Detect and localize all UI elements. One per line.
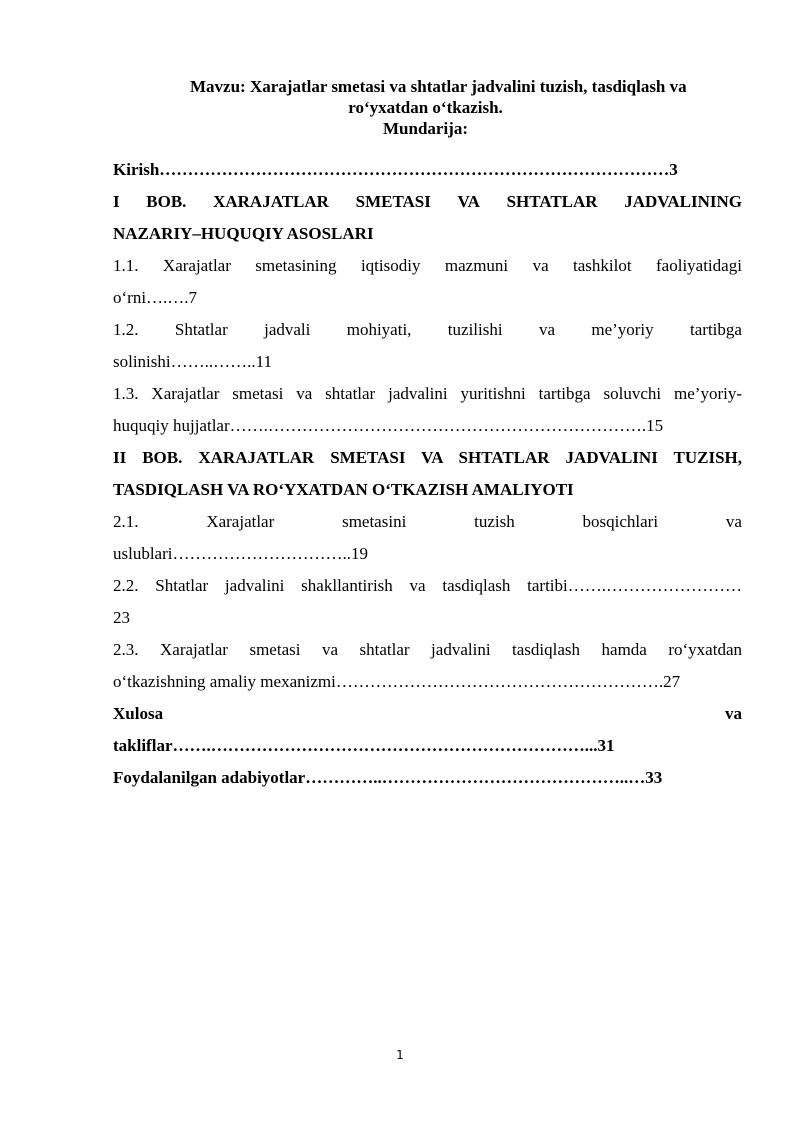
toc-chapter-1-line-1 xyxy=(113,186,742,218)
toc-section-2-2-line-2: 23 xyxy=(113,608,130,627)
toc-section-1-2-line-2: solinishi……..……..11 xyxy=(113,352,272,371)
toc-word: JADVALINING xyxy=(624,192,742,211)
contents-heading: Mundarija: xyxy=(383,119,468,138)
toc-section-2-1-line-2: uslublari…………………………..19 xyxy=(113,544,368,563)
toc-word: I xyxy=(113,192,120,211)
title-line-2: ro‘yxatdan o‘tkazish. xyxy=(348,98,503,117)
title-line-1: Mavzu: Xarajatlar smetasi va shtatlar jadvalini tuzish, tasdiqlash va xyxy=(190,77,687,96)
toc-word: va xyxy=(532,256,549,275)
toc-section-2-1-line-1 xyxy=(113,506,742,538)
toc-word: bosqichlari xyxy=(582,512,659,531)
toc-chapter-2-line-2: TASDIQLASH VA RO‘YXATDAN O‘TKAZISH AMALIYOTI xyxy=(113,480,574,499)
toc-word: mazmuni xyxy=(444,256,509,275)
toc-word: mohiyati, xyxy=(346,320,412,339)
toc-section-1-1-line-2: o‘rni….….7 xyxy=(113,288,198,307)
toc-word: 1.2. xyxy=(113,320,139,339)
toc-word: BOB. xyxy=(146,192,187,211)
toc-word: SMETASI xyxy=(355,192,431,211)
toc-chapter-1-line-2: NAZARIY–HUQUQIY ASOSLARI xyxy=(113,224,374,243)
toc-word: smetasining xyxy=(255,256,337,275)
toc-conclusion-line-2: takliflar…….…………………………………………………………...31 xyxy=(113,736,615,755)
page-number: 1 xyxy=(396,1048,404,1062)
toc-conclusion-line-1 xyxy=(113,698,742,730)
table-of-contents xyxy=(113,154,742,794)
toc-section-2-3-line-1: 2.3. Xarajatlar smetasi va shtatlar jadvalini tasdiqlash hamda ro‘yxatdan xyxy=(113,640,742,659)
toc-section-2-2-line-1: 2.2. Shtatlar jadvalini shakllantirish va tasdiqlash tartibi…….…………………… xyxy=(113,576,742,595)
toc-section-1-1-line-1 xyxy=(113,250,742,282)
toc-section-1-2-line-1 xyxy=(113,314,742,346)
toc-word: 2.1. xyxy=(113,512,139,531)
toc-word: VA xyxy=(457,192,480,211)
toc-word: iqtisodiy xyxy=(360,256,421,275)
toc-word: Xarajatlar xyxy=(206,512,275,531)
document-title xyxy=(110,76,741,139)
toc-entry-intro: Kirish………………………………………………………………………………3 xyxy=(113,160,678,179)
toc-word: XARAJATLAR xyxy=(213,192,329,211)
toc-word: 1.1. xyxy=(113,256,139,275)
toc-word: Xarajatlar xyxy=(162,256,231,275)
toc-word: tuzish xyxy=(474,512,515,531)
toc-entry-references: Foydalanilgan adabiyotlar…………..……………………………………..…33 xyxy=(113,768,663,787)
toc-word: tuzilishi xyxy=(447,320,503,339)
toc-word: smetasini xyxy=(342,512,407,531)
toc-word: tashkilot xyxy=(573,256,632,275)
toc-word: Xulosa xyxy=(113,704,164,723)
toc-word: va xyxy=(538,320,555,339)
toc-word: me’yoriy xyxy=(591,320,654,339)
toc-chapter-2-line-1: II BOB. XARAJATLAR SMETASI VA SHTATLAR JADVALINI TUZISH, xyxy=(113,448,742,467)
toc-word: faoliyatidagi xyxy=(656,256,742,275)
toc-word: SHTATLAR xyxy=(506,192,598,211)
toc-section-2-3-line-2: o‘tkazishning amaliy mexanizmi………………………………………………….27 xyxy=(113,672,681,691)
toc-section-1-3-line-2: huquqiy hujjatlar…….………………………………………………………….15 xyxy=(113,416,664,435)
toc-word: tartibga xyxy=(690,320,742,339)
toc-section-1-3-line-1: 1.3. Xarajatlar smetasi va shtatlar jadvalini yuritishni tartibga soluvchi me’yoriy- xyxy=(113,384,742,403)
toc-word: jadvali xyxy=(264,320,311,339)
toc-word: va xyxy=(725,704,742,723)
toc-word: Shtatlar xyxy=(174,320,228,339)
toc-word: va xyxy=(725,512,742,531)
